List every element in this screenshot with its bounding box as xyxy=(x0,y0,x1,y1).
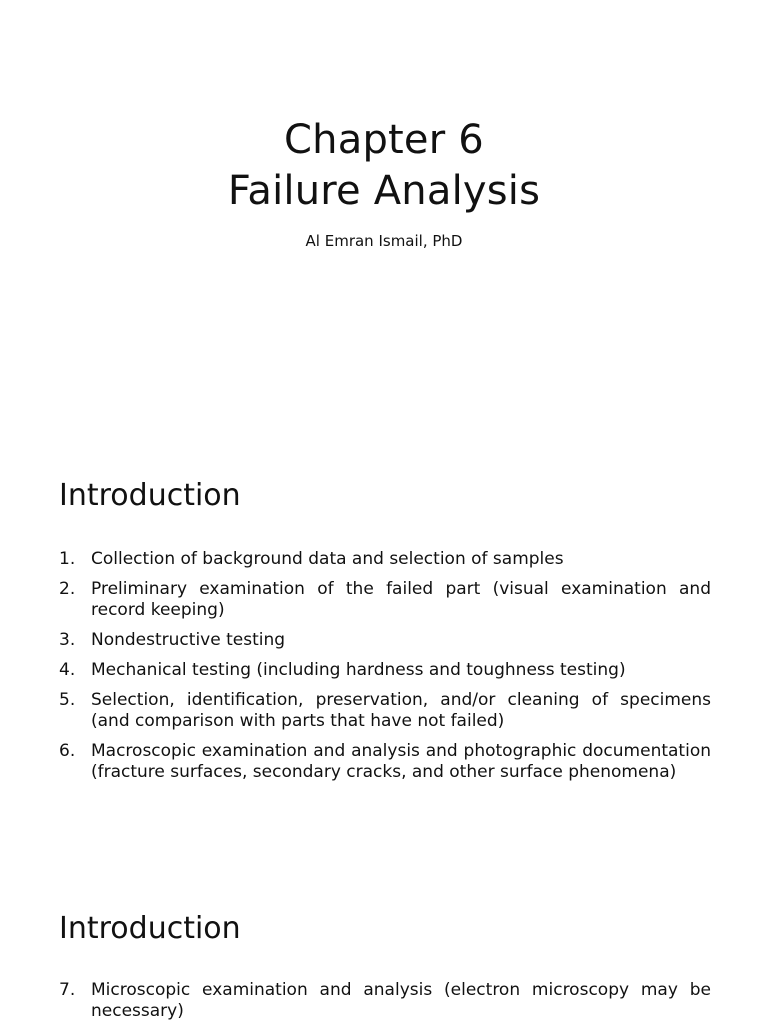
list-item-text: Preliminary examination of the failed part (visual examination and record keeping) xyxy=(91,579,711,620)
list-item-text: Microscopic examination and analysis (electron microscopy may be necessary) xyxy=(91,980,711,1021)
chapter-subtitle: Failure Analysis xyxy=(227,168,541,214)
introduction-list-2 xyxy=(59,980,711,1024)
list-item-text: Macroscopic examination and analysis and photographic documentation (fracture surfaces, secondary cracks, and other surface phenomena) xyxy=(91,741,711,782)
section-heading-introduction-2: Introduction xyxy=(59,911,241,946)
list-item-number: 7. xyxy=(59,980,76,1000)
list-item-number: 6. xyxy=(59,741,76,761)
author-name: Al Emran Ismail, PhD xyxy=(305,232,463,250)
list-item-text: Collection of background data and selection of samples xyxy=(91,549,564,569)
list-item-number: 5. xyxy=(59,690,76,710)
list-item-number: 3. xyxy=(59,630,76,650)
chapter-title: Chapter 6 xyxy=(284,117,484,163)
list-item xyxy=(59,741,711,783)
list-item xyxy=(59,690,711,732)
title-slide xyxy=(0,0,768,432)
section-heading-introduction-1: Introduction xyxy=(59,478,241,513)
introduction-list-1 xyxy=(59,549,711,792)
list-item-text: Selection, identification, preservation, and/or cleaning of specimens (and comparison with parts that have not failed) xyxy=(91,690,711,731)
list-item-number: 1. xyxy=(59,549,76,569)
list-item xyxy=(59,549,711,570)
list-item xyxy=(59,630,711,651)
list-item-number: 4. xyxy=(59,660,76,680)
list-item xyxy=(59,579,711,621)
list-item-number: 2. xyxy=(59,579,76,599)
list-item-text: Nondestructive testing xyxy=(91,630,286,650)
list-item xyxy=(59,980,711,1022)
list-item-text: Mechanical testing (including hardness and toughness testing) xyxy=(91,660,626,680)
list-item xyxy=(59,660,711,681)
